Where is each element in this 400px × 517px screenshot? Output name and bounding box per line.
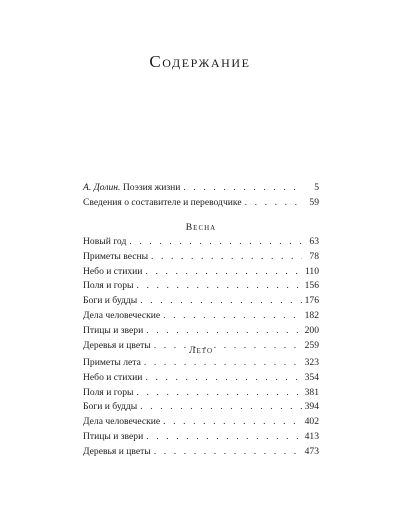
toc-entry-label: Сведения о составителе и переводчике xyxy=(83,196,242,208)
leader-dots xyxy=(146,324,301,339)
toc-entry[interactable] xyxy=(83,196,319,211)
toc-entry-page: 63 xyxy=(309,236,319,247)
toc-entry-page: 381 xyxy=(304,386,319,398)
spring-list xyxy=(83,235,319,353)
toc-entry-page: 78 xyxy=(309,250,319,262)
toc-entry[interactable] xyxy=(83,294,319,309)
toc-entry[interactable] xyxy=(83,356,319,371)
leader-dots xyxy=(163,415,301,430)
toc-entry[interactable] xyxy=(83,250,319,265)
toc-entry-page: 259 xyxy=(304,339,319,351)
leader-dots xyxy=(151,250,302,265)
section-heading-summer: Лето xyxy=(188,345,214,356)
toc-entry-page: 354 xyxy=(304,371,319,383)
leader-dots xyxy=(144,356,302,371)
toc-entry-label: Приметы лета xyxy=(83,357,141,368)
leader-dots xyxy=(154,445,302,460)
leader-dots xyxy=(183,181,302,196)
toc-entry-label xyxy=(83,181,180,196)
toc-entry-label: Дела человеческие xyxy=(83,416,161,428)
toc-entry[interactable] xyxy=(83,265,319,280)
toc-entry-page: 413 xyxy=(304,430,319,442)
toc-entry-page: 402 xyxy=(304,416,319,428)
toc-entry-label: Боги и будды xyxy=(83,401,138,413)
toc-entry[interactable] xyxy=(83,279,319,294)
toc-entry-label: Деревья и цветы xyxy=(83,445,151,457)
toc-entry-page: 156 xyxy=(304,280,319,292)
toc-entry[interactable] xyxy=(83,324,319,339)
toc-entry[interactable] xyxy=(83,415,319,430)
intro-list xyxy=(83,181,319,211)
toc-entry[interactable] xyxy=(83,445,319,460)
toc-entry[interactable] xyxy=(83,400,319,415)
toc-entry[interactable] xyxy=(83,371,319,386)
toc-entry[interactable] xyxy=(83,181,319,196)
leader-dots xyxy=(245,196,302,211)
leader-dots xyxy=(140,294,301,309)
toc-entry-label: Боги и будды xyxy=(83,295,138,307)
toc-entry-page: 200 xyxy=(304,324,319,336)
toc-entry-label: Птицы и звери xyxy=(83,324,144,336)
toc-entry-page: 5 xyxy=(314,182,319,193)
toc-entry-label: Небо и стихии xyxy=(83,371,143,383)
page-title: Содержание xyxy=(149,52,251,71)
toc-entry[interactable] xyxy=(83,430,319,445)
toc-entry-label: Птицы и звери xyxy=(83,430,144,442)
toc-entry[interactable] xyxy=(83,386,319,401)
toc-entry-author: А. Долин. xyxy=(83,182,121,193)
toc-entry[interactable] xyxy=(83,309,319,324)
toc-entry-page: 323 xyxy=(304,357,319,368)
toc-entry-page: 473 xyxy=(304,445,319,457)
leader-dots xyxy=(140,400,301,415)
toc-entry-label: Деревья и цветы xyxy=(83,339,151,351)
toc-entry-page: 394 xyxy=(304,401,319,413)
toc-entry-page: 59 xyxy=(309,196,319,208)
toc-entry-page: 182 xyxy=(304,309,319,321)
leader-dots xyxy=(146,430,301,445)
section-heading-spring: Весна xyxy=(185,222,217,233)
summer-list xyxy=(83,356,319,460)
toc-entry-label: Поля и горы xyxy=(83,386,134,398)
leader-dots xyxy=(129,235,302,250)
leader-dots xyxy=(163,309,301,324)
toc-entry-label: Новый год xyxy=(83,236,127,247)
toc-entry-page: 176 xyxy=(304,295,319,307)
leader-dots xyxy=(145,265,302,280)
toc-entry-label: Приметы весны xyxy=(83,250,149,262)
toc-entry-page: 110 xyxy=(304,265,319,277)
leader-dots xyxy=(136,279,301,294)
toc-entry-label: Небо и стихии xyxy=(83,265,143,277)
leader-dots xyxy=(145,371,301,386)
toc-entry-title: Поэзия жизни xyxy=(120,182,181,193)
toc-entry-label: Дела человеческие xyxy=(83,309,161,321)
toc-entry[interactable] xyxy=(83,235,319,250)
leader-dots xyxy=(136,386,301,401)
toc-entry-label: Поля и горы xyxy=(83,280,134,292)
